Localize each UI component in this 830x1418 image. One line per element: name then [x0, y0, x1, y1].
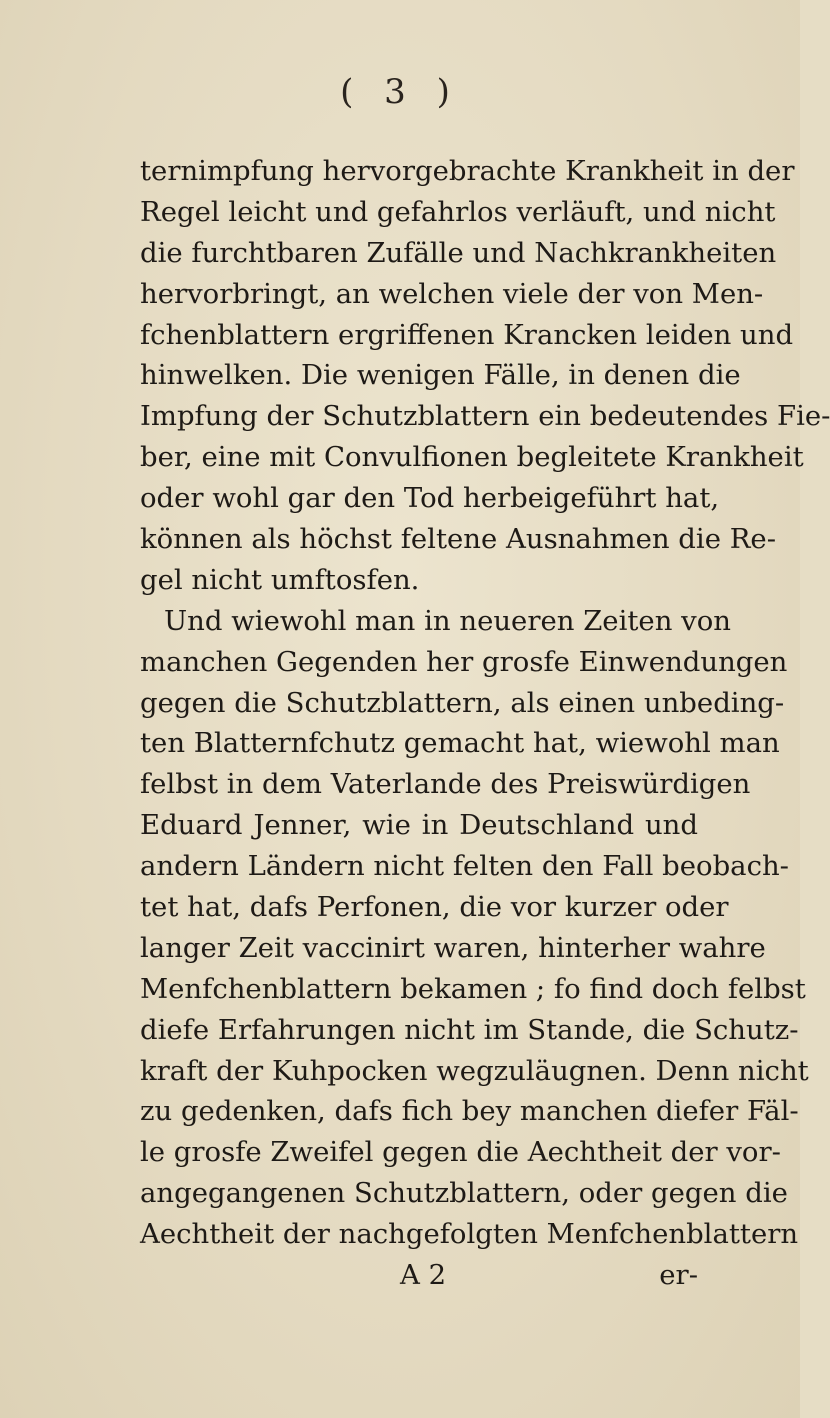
text-line: zu gedenken, dafs fich bey manchen diefer Fäl- [140, 1095, 799, 1128]
text-line: tet hat, dafs Perfonen, die vor kurzer oder [140, 891, 729, 924]
catchword: er- [659, 1259, 698, 1292]
text-line: le grosfe Zweifel gegen die Aechtheit der vor- [140, 1136, 781, 1169]
text-line: ber, eine mit Convulfionen begleitete Krankheit [140, 441, 804, 474]
text-line: ternimpfung hervorgebrachte Krankheit in der [140, 155, 795, 187]
page-footer [140, 1255, 698, 1296]
text-line: Regel leicht und gefahrlos verläuft, und nicht [140, 195, 776, 228]
text-line: langer Zeit vaccinirt waren, hinterher wahre [140, 931, 766, 964]
text-line: die furchtbaren Zufälle und Nachkrankheiten [140, 236, 777, 269]
text-line: angegangenen Schutzblattern, oder gegen die [140, 1177, 788, 1210]
text-line: Aechtheit der nachgefolgten Menfchenblattern [140, 1218, 799, 1251]
text-line: kraft der Kuhpocken wegzuläugnen. Denn nicht [140, 1054, 809, 1087]
signature-mark: A 2 [400, 1259, 447, 1292]
text-line: gegen die Schutzblattern, als einen unbeding- [140, 686, 785, 719]
text-line: Impfung der Schutzblattern ein bedeutendes Fie- [140, 400, 830, 433]
text-line: Menfchenblattern bekamen ; fo find doch felbst [140, 972, 806, 1005]
text-line: ten Blatternfchutz gemacht hat, wiewohl man [140, 727, 780, 760]
text-line: gel nicht umftosfen. [140, 563, 420, 596]
text-line: diefe Erfahrungen nicht im Stande, die Schutz- [140, 1013, 799, 1046]
text-line: hinwelken. Die wenigen Fälle, in denen die [140, 359, 741, 392]
text-line: fchenblattern ergriffenen Krancken leiden und [140, 318, 794, 351]
text-line: können als höchst feltene Ausnahmen die Re- [140, 523, 776, 556]
text-line: Und wiewohl man in neueren Zeiten von [164, 604, 731, 637]
text-line: hervorbringt, an welchen viele der von Men- [140, 277, 764, 310]
text-line: manchen Gegenden her grosfe Einwendungen [140, 645, 788, 678]
body-text [140, 151, 830, 1296]
page-number: ( 3 ) [340, 72, 460, 112]
text-line: felbst in dem Vaterlande des Preiswürdigen [140, 768, 751, 801]
text-line: Eduard Jenner, wie in Deutschland und [140, 809, 698, 842]
text-line: oder wohl gar den Tod herbeigeführt hat, [140, 482, 720, 515]
text-line: andern Ländern nicht felten den Fall beobach- [140, 850, 789, 883]
